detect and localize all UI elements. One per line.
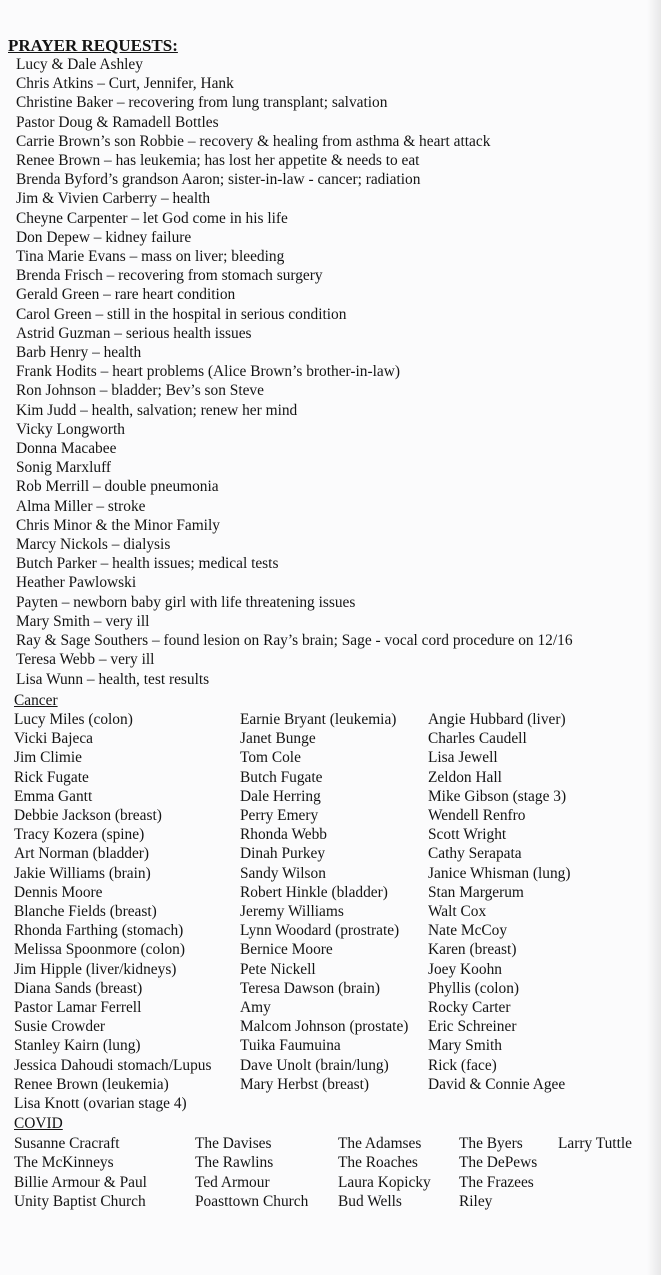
cancer-name-item: Rhonda Webb	[240, 826, 327, 844]
cancer-name-item: Dinah Purkey	[240, 845, 326, 863]
prayer-request-item: Butch Parker – health issues; medical tests	[16, 555, 279, 573]
prayer-request-item: Jim & Vivien Carberry – health	[16, 190, 211, 208]
cancer-name-item: Debbie Jackson (breast)	[14, 807, 162, 825]
page-edge-shadow	[647, 0, 661, 1275]
cancer-name-item: Rhonda Farthing (stomach)	[14, 922, 184, 940]
prayer-request-item: Mary Smith – very ill	[16, 612, 150, 630]
prayer-request-item: Chris Minor & the Minor Family	[16, 516, 220, 534]
prayer-request-item: Don Depew – kidney failure	[16, 228, 192, 246]
prayer-request-item: Tina Marie Evans – mass on liver; bleeding	[16, 248, 285, 266]
prayer-request-item: Brenda Frisch – recovering from stomach surgery	[16, 267, 323, 285]
covid-name-item: Ted Armour	[195, 1173, 270, 1191]
cancer-name-item: Karen (breast)	[428, 941, 517, 959]
cancer-name-item: Jakie Williams (brain)	[14, 864, 151, 882]
prayer-request-item: Chris Atkins – Curt, Jennifer, Hank	[16, 75, 234, 93]
prayer-requests-heading: PRAYER REQUESTS:	[8, 36, 178, 55]
cancer-name-item: Pete Nickell	[240, 960, 316, 978]
covid-name-item: Larry Tuttle	[558, 1135, 632, 1152]
cancer-name-item: Emma Gantt	[14, 787, 93, 805]
prayer-request-item: Ron Johnson – bladder; Bev’s son Steve	[16, 382, 264, 400]
cancer-name-item: Teresa Dawson (brain)	[240, 979, 380, 997]
covid-name-item: The Frazees	[459, 1173, 534, 1191]
prayer-request-item: Payten – newborn baby girl with life threatening issues	[16, 593, 356, 611]
prayer-request-item: Lisa Wunn – health, test results	[16, 670, 210, 688]
cancer-name-item: Tracy Kozera (spine)	[14, 826, 145, 844]
cancer-name-item: Susie Crowder	[14, 1018, 106, 1036]
prayer-request-list	[16, 55, 573, 689]
cancer-name-item: Blanche Fields (breast)	[14, 903, 157, 921]
cancer-name-item: Stanley Kairn (lung)	[14, 1037, 141, 1055]
cancer-name-item: Lisa Jewell	[428, 749, 498, 767]
prayer-request-item: Carrie Brown’s son Robbie – recovery & healing from asthma & heart attack	[16, 132, 491, 150]
prayer-request-item: Vicky Longworth	[16, 420, 125, 438]
prayer-request-item: Christine Baker – recovering from lung transplant; salvation	[16, 94, 388, 112]
prayer-request-item: Alma Miller – stroke	[16, 497, 146, 515]
prayer-request-item: Sonig Marxluff	[16, 459, 112, 477]
prayer-request-item: Rob Merrill – double pneumonia	[16, 478, 219, 496]
cancer-name-item: Mary Smith	[428, 1037, 502, 1055]
prayer-request-item: Cheyne Carpenter – let God come in his life	[16, 209, 288, 227]
cancer-name-item: Pastor Lamar Ferrell	[14, 999, 142, 1017]
cancer-name-item: Malcom Johnson (prostate)	[240, 1018, 409, 1036]
covid-name-item: The Rawlins	[195, 1154, 274, 1172]
covid-name-item: Riley	[459, 1192, 493, 1210]
cancer-name-item: Jim Hipple (liver/kidneys)	[14, 960, 177, 978]
cancer-name-item: Vicki Bajeca	[14, 730, 93, 748]
cancer-name-item: Melissa Spoonmore (colon)	[14, 941, 185, 959]
prayer-request-item: Heather Pawlowski	[16, 574, 137, 592]
cancer-name-item: Jeremy Williams	[240, 903, 344, 921]
cancer-name-item: Dale Herring	[240, 787, 321, 805]
cancer-name-item: Sandy Wilson	[240, 864, 326, 882]
cancer-name-item: Diana Sands (breast)	[14, 979, 143, 997]
cancer-name-item: Rick Fugate	[14, 768, 89, 786]
cancer-name-item: Lisa Knott (ovarian stage 4)	[14, 1095, 187, 1113]
cancer-column-1	[14, 710, 211, 1113]
cancer-name-item: Phyllis (colon)	[428, 979, 520, 997]
cancer-name-item: Tuika Faumuina	[240, 1037, 341, 1055]
covid-name-item: The Roaches	[338, 1154, 418, 1172]
cancer-name-item: Nate McCoy	[428, 922, 508, 940]
prayer-request-item: Renee Brown – has leukemia; has lost her appetite & needs to eat	[16, 152, 420, 170]
cancer-name-item: Bernice Moore	[240, 941, 333, 959]
cancer-name-item: Rick (face)	[428, 1056, 497, 1074]
prayer-request-item: Kim Judd – health, salvation; renew her mind	[16, 401, 298, 419]
cancer-name-item: Dave Unolt (brain/lung)	[240, 1056, 389, 1074]
prayer-request-item: Frank Hodits – heart problems (Alice Brown’s brother-in-law)	[16, 363, 400, 381]
cancer-name-item: Lynn Woodard (prostrate)	[240, 922, 400, 940]
covid-name-item: Poasttown Church	[195, 1192, 309, 1210]
cancer-name-item: Mike Gibson (stage 3)	[428, 787, 567, 805]
cancer-name-item: Wendell Renfro	[428, 807, 526, 825]
cancer-name-item: Charles Caudell	[428, 730, 527, 748]
covid-name-item: Susanne Cracraft	[14, 1135, 120, 1152]
covid-name-item: Unity Baptist Church	[14, 1192, 146, 1210]
prayer-request-item: Gerald Green – rare heart condition	[16, 286, 236, 304]
prayer-request-item: Astrid Guzman – serious health issues	[16, 324, 252, 342]
cancer-name-item: Renee Brown (leukemia)	[14, 1075, 169, 1093]
cancer-name-item: Jessica Dahoudi stomach/Lupus	[14, 1056, 212, 1074]
covid-name-item: The Byers	[459, 1135, 523, 1152]
prayer-request-item: Pastor Doug & Ramadell Bottles	[16, 113, 219, 131]
covid-name-item: The DePews	[459, 1154, 538, 1172]
covid-name-item: The Davises	[195, 1135, 272, 1152]
prayer-request-item: Brenda Byford’s grandson Aaron; sister-in-law - cancer; radiation	[16, 171, 421, 189]
cancer-column-2	[240, 710, 408, 1094]
cancer-name-item: Lucy Miles (colon)	[14, 711, 133, 728]
covid-name-item: Laura Kopicky	[338, 1173, 431, 1191]
cancer-name-item: Dennis Moore	[14, 883, 103, 901]
cancer-name-item: Amy	[240, 999, 271, 1017]
covid-name-item: Bud Wells	[338, 1192, 402, 1210]
cancer-name-item: Rocky Carter	[428, 999, 511, 1017]
cancer-name-item: David & Connie Agee	[428, 1075, 566, 1093]
prayer-request-item: Barb Henry – health	[16, 344, 142, 362]
prayer-request-item: Lucy & Dale Ashley	[16, 56, 143, 73]
cancer-name-item: Scott Wright	[428, 826, 507, 844]
cancer-name-item: Jim Climie	[14, 749, 82, 767]
cancer-name-item: Stan Margerum	[428, 883, 524, 901]
cancer-name-item: Joey Koohn	[428, 960, 502, 978]
cancer-name-item: Earnie Bryant (leukemia)	[240, 711, 397, 728]
prayer-request-item: Teresa Webb – very ill	[16, 651, 155, 669]
cancer-heading: Cancer	[14, 692, 58, 709]
cancer-name-item: Robert Hinkle (bladder)	[240, 883, 388, 901]
covid-name-item: The Adamses	[338, 1135, 422, 1152]
cancer-name-item: Janet Bunge	[240, 730, 316, 748]
cancer-name-item: Angie Hubbard (liver)	[428, 711, 566, 728]
cancer-column-3	[428, 710, 570, 1094]
cancer-name-item: Cathy Serapata	[428, 845, 522, 863]
prayer-request-item: Carol Green – still in the hospital in serious condition	[16, 305, 347, 323]
covid-heading: COVID	[14, 1115, 63, 1132]
cancer-name-item: Mary Herbst (breast)	[240, 1075, 370, 1093]
covid-name-item: Billie Armour & Paul	[14, 1173, 147, 1191]
cancer-name-item: Zeldon Hall	[428, 768, 502, 786]
covid-name-item: The McKinneys	[14, 1154, 114, 1172]
cancer-name-item: Tom Cole	[240, 749, 301, 767]
cancer-name-item: Eric Schreiner	[428, 1018, 517, 1036]
cancer-name-item: Butch Fugate	[240, 768, 323, 786]
cancer-name-item: Perry Emery	[240, 807, 319, 825]
prayer-request-item: Marcy Nickols – dialysis	[16, 536, 171, 554]
cancer-name-item: Art Norman (bladder)	[14, 845, 150, 863]
prayer-request-item: Ray & Sage Southers – found lesion on Ray’s brain; Sage - vocal cord procedure on 12/16	[16, 632, 573, 650]
cancer-name-item: Walt Cox	[428, 903, 487, 921]
prayer-request-item: Donna Macabee	[16, 440, 117, 458]
cancer-name-item: Janice Whisman (lung)	[428, 864, 571, 882]
